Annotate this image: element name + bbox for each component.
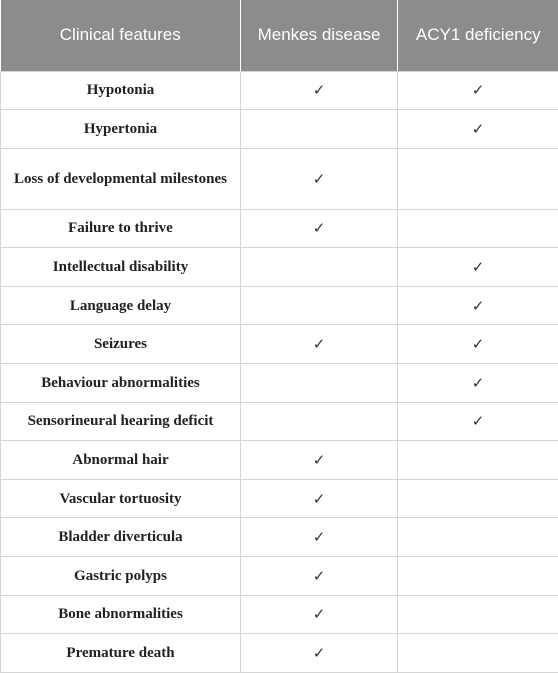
table-header — [1, 0, 558, 71]
menkes-check-icon — [241, 364, 398, 403]
table-row — [1, 209, 558, 248]
table-row — [1, 441, 558, 480]
table-row — [1, 325, 558, 364]
acy1-check-icon: ✓ — [398, 286, 558, 325]
acy1-check-icon: ✓ — [398, 325, 558, 364]
menkes-check-icon: ✓ — [241, 209, 398, 248]
feature-cell: Intellectual disability — [1, 248, 241, 287]
feature-cell: Loss of developmental milestones — [1, 148, 241, 209]
feature-cell: Abnormal hair — [1, 441, 241, 480]
menkes-check-icon — [241, 286, 398, 325]
header-menkes-disease: Menkes disease — [241, 0, 398, 71]
acy1-check-icon: ✓ — [398, 71, 558, 110]
acy1-check-icon — [398, 557, 558, 596]
acy1-check-icon: ✓ — [398, 364, 558, 403]
acy1-check-icon — [398, 634, 558, 673]
menkes-check-icon: ✓ — [241, 595, 398, 634]
feature-cell: Bladder diverticula — [1, 518, 241, 557]
acy1-check-icon — [398, 518, 558, 557]
menkes-check-icon: ✓ — [241, 634, 398, 673]
header-acy1-deficiency: ACY1 deficiency — [398, 0, 558, 71]
table-row — [1, 286, 558, 325]
table-row — [1, 364, 558, 403]
menkes-check-icon — [241, 402, 398, 441]
table-body — [1, 71, 558, 672]
table-row — [1, 248, 558, 287]
menkes-check-icon — [241, 248, 398, 287]
table-row — [1, 110, 558, 149]
menkes-check-icon: ✓ — [241, 518, 398, 557]
acy1-check-icon — [398, 148, 558, 209]
feature-cell: Language delay — [1, 286, 241, 325]
header-row — [1, 0, 558, 71]
acy1-check-icon — [398, 209, 558, 248]
menkes-check-icon: ✓ — [241, 441, 398, 480]
acy1-check-icon: ✓ — [398, 248, 558, 287]
table-row — [1, 71, 558, 110]
feature-cell: Gastric polyps — [1, 557, 241, 596]
table-row — [1, 557, 558, 596]
menkes-check-icon: ✓ — [241, 148, 398, 209]
table-row — [1, 479, 558, 518]
acy1-check-icon — [398, 595, 558, 634]
acy1-check-icon — [398, 441, 558, 480]
menkes-check-icon: ✓ — [241, 325, 398, 364]
table-row — [1, 148, 558, 209]
feature-cell: Hypertonia — [1, 110, 241, 149]
feature-cell: Vascular tortuosity — [1, 479, 241, 518]
table-row — [1, 402, 558, 441]
feature-cell: Bone abnormalities — [1, 595, 241, 634]
feature-cell: Premature death — [1, 634, 241, 673]
table-row — [1, 595, 558, 634]
table-row — [1, 634, 558, 673]
menkes-check-icon: ✓ — [241, 557, 398, 596]
feature-cell: Failure to thrive — [1, 209, 241, 248]
header-clinical-features: Clinical features — [1, 0, 241, 71]
menkes-check-icon: ✓ — [241, 479, 398, 518]
acy1-check-icon: ✓ — [398, 110, 558, 149]
menkes-check-icon — [241, 110, 398, 149]
feature-cell: Behaviour abnormalities — [1, 364, 241, 403]
acy1-check-icon: ✓ — [398, 402, 558, 441]
menkes-check-icon: ✓ — [241, 71, 398, 110]
feature-cell: Hypotonia — [1, 71, 241, 110]
table-row — [1, 518, 558, 557]
feature-cell: Sensorineural hearing deficit — [1, 402, 241, 441]
acy1-check-icon — [398, 479, 558, 518]
feature-cell: Seizures — [1, 325, 241, 364]
